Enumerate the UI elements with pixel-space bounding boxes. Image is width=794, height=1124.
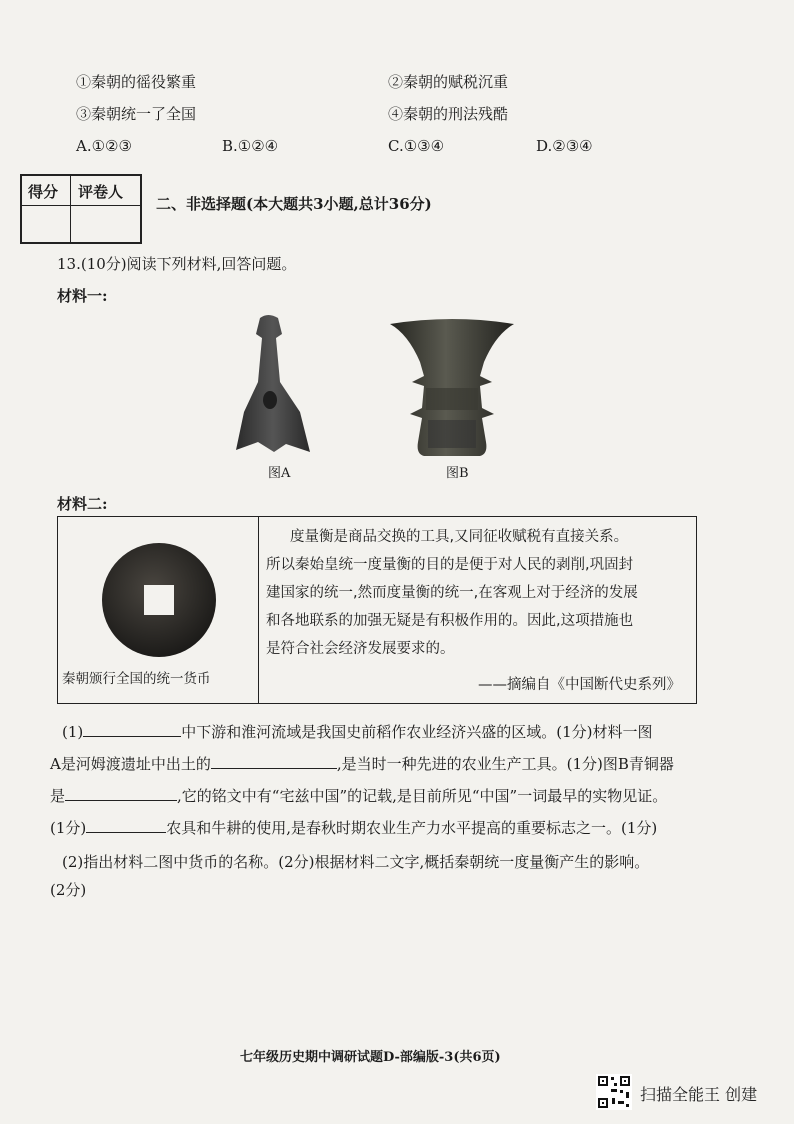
score-header: 得分 (28, 183, 59, 201)
coin-caption: 秦朝颁行全国的统一货币 (62, 671, 211, 687)
ban-liang-coin-image (100, 541, 218, 659)
material-2-source: ——摘编自《中国断代史系列》 (478, 677, 681, 693)
material-2-box (57, 516, 697, 704)
sub-q2-line-1: (2)指出材料二图中货币的名称。(2分)根据材料二文字,概括秦朝统一度量衡产生的影响。 (62, 853, 650, 871)
option-d: D.②③④ (536, 137, 593, 155)
scanner-watermark: 扫描全能王 创建 (640, 1085, 758, 1104)
statement-4: ④秦朝的刑法残酷 (388, 105, 509, 123)
option-c: C.①③④ (388, 137, 445, 155)
material-2-line-2: 所以秦始皇统一度量衡的目的是便于对人民的剥削,巩固封 (266, 557, 634, 573)
material-2-line-1: 度量衡是商品交换的工具,又同征收赋税有直接关系。 (290, 529, 629, 545)
sub-q1-line-4: (1分) 农具和牛耕的使用,是春秋时期农业生产力水平提高的重要标志之一。(1分) (50, 816, 657, 838)
statement-2: ②秦朝的赋税沉重 (388, 73, 509, 91)
statement-3: ③秦朝统一了全国 (76, 105, 197, 123)
question-13-stem: 13.(10分)阅读下列材料,回答问题。 (57, 255, 297, 273)
material-2-line-4: 和各地联系的加强无疑是有积极作用的。因此,这项措施也 (266, 613, 634, 629)
material-2-line-5: 是符合社会经济发展要求的。 (266, 641, 455, 657)
answer-blank-1[interactable] (83, 720, 181, 737)
sub-q1-line-3: 是 ,它的铭文中有“宅兹中国”的记载,是目前所见“中国”一词最早的实物见证。 (50, 784, 667, 806)
material-2-label: 材料二: (57, 495, 108, 513)
page-footer: 七年级历史期中调研试题D-部编版-3(共6页) (240, 1050, 501, 1065)
material-2-line-3: 建国家的统一,然而度量衡的统一,在客观上对于经济的发展 (266, 585, 638, 601)
grader-header: 评卷人 (78, 183, 124, 201)
stone-spade-image (228, 312, 318, 462)
answer-blank-2[interactable] (211, 752, 337, 769)
sub-q2-line-2: (2分) (50, 881, 87, 899)
sub-q1-line-1: (1) 中下游和淮河流域是我国史前稻作农业经济兴盛的区域。(1分)材料一图 (62, 720, 653, 742)
sub-q1-line-2: A是河姆渡遗址中出土的 ,是当时一种先进的农业生产工具。(1分)图B青铜器 (50, 752, 674, 774)
material-1-label: 材料一: (57, 287, 108, 305)
section-title: 二、非选择题(本大题共3小题,总计36分) (156, 195, 432, 213)
option-a: A.①②③ (76, 137, 132, 155)
option-b: B.①②④ (222, 137, 279, 155)
bronze-vessel-image (384, 316, 520, 460)
answer-blank-3[interactable] (65, 784, 177, 801)
statement-1: ①秦朝的徭役繁重 (76, 73, 197, 91)
answer-blank-4[interactable] (86, 816, 166, 833)
qr-code-icon (596, 1074, 632, 1110)
figure-b-caption: 图B (446, 466, 469, 481)
score-table (20, 174, 142, 244)
figure-a-caption: 图A (268, 466, 291, 481)
